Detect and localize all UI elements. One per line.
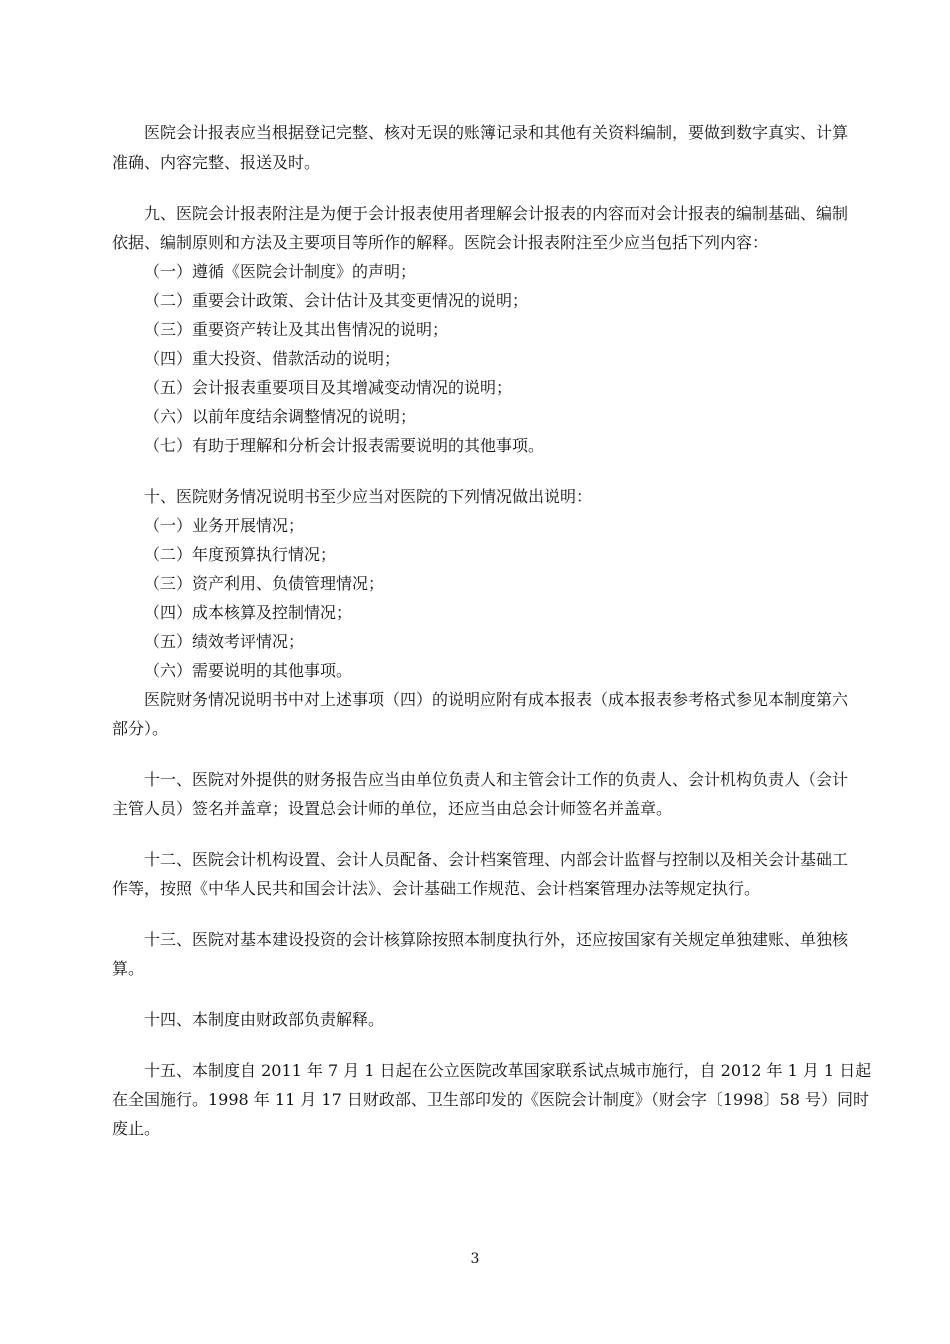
article-12-line: 十二、医院会计机构设置、会计人员配备、会计档案管理、内部会计监督与控制以及相关会计基础工 — [144, 850, 849, 869]
article-10-item: （四）成本核算及控制情况； — [144, 603, 353, 622]
article-9-line: 九、医院会计报表附注是为便于会计报表使用者理解会计报表的内容而对会计报表的编制基础、编制 — [144, 204, 849, 223]
page-number: 3 — [470, 1251, 480, 1267]
article-9-item: （七）有助于理解和分析会计报表需要说明的其他事项。 — [144, 436, 545, 455]
article-9-item: （五）会计报表重要项目及其增减变动情况的说明； — [144, 378, 513, 397]
article-9-item: （二）重要会计政策、会计估计及其变更情况的说明； — [144, 291, 529, 310]
article-11-line: 十一、医院对外提供的财务报告应当由单位负责人和主管会计工作的负责人、会计机构负责人（会计 — [144, 770, 849, 789]
article-10-item: （三）资产利用、负债管理情况； — [144, 574, 385, 593]
article-11-line: 主管人员）签名并盖章；设置总会计师的单位，还应当由总会计师签名并盖章。 — [112, 799, 673, 818]
article-10-item: （五）绩效考评情况； — [144, 632, 305, 651]
article-15-line: 十五、本制度自 2011 年 7 月 1 日起在公立医院改革国家联系试点城市施行，自 2012 年 1 月 1 日起 — [144, 1061, 872, 1080]
article-12-line: 作等，按照《中华人民共和国会计法》、会计基础工作规范、会计档案管理办法等规定执行。 — [112, 879, 761, 898]
article-15-line: 在全国施行。1998 年 11 月 17 日财政部、卫生部印发的《医院会计制度》（财会字〔1998〕58 号）同时 — [112, 1090, 870, 1109]
article-13-line: 算。 — [112, 959, 145, 978]
article-9-item: （三）重要资产转让及其出售情况的说明； — [144, 320, 449, 339]
article-9-line: 依据、编制原则和方法及主要项目等所作的解释。医院会计报表附注至少应当包括下列内容： — [112, 233, 769, 252]
article-13-line: 十三、医院对基本建设投资的会计核算除按照本制度执行外，还应按国家有关规定单独建账、单独核 — [144, 930, 849, 949]
article-10-line: 十、医院财务情况说明书至少应当对医院的下列情况做出说明： — [144, 487, 593, 506]
paragraph-report-line: 准确、内容完整、报送及时。 — [112, 153, 321, 172]
article-10-item: （一）业务开展情况； — [144, 516, 305, 535]
article-10-item: （六）需要说明的其他事项。 — [144, 661, 353, 680]
paragraph-report-line: 医院会计报表应当根据登记完整、核对无误的账簿记录和其他有关资料编制，要做到数字真实、计算 — [144, 123, 849, 142]
article-9-item: （一）遵循《医院会计制度》的声明； — [144, 262, 417, 281]
article-10-note-line: 医院财务情况说明书中对上述事项（四）的说明应附有成本报表（成本报表参考格式参见本制度第六 — [144, 690, 849, 709]
article-9-item: （六）以前年度结余调整情况的说明； — [144, 407, 417, 426]
article-9-item: （四）重大投资、借款活动的说明； — [144, 349, 401, 368]
article-14-line: 十四、本制度由财政部负责解释。 — [144, 1010, 385, 1029]
article-15-line: 废止。 — [112, 1119, 161, 1138]
article-10-item: （二）年度预算执行情况； — [144, 545, 337, 564]
article-10-note-line: 部分）。 — [112, 719, 169, 738]
